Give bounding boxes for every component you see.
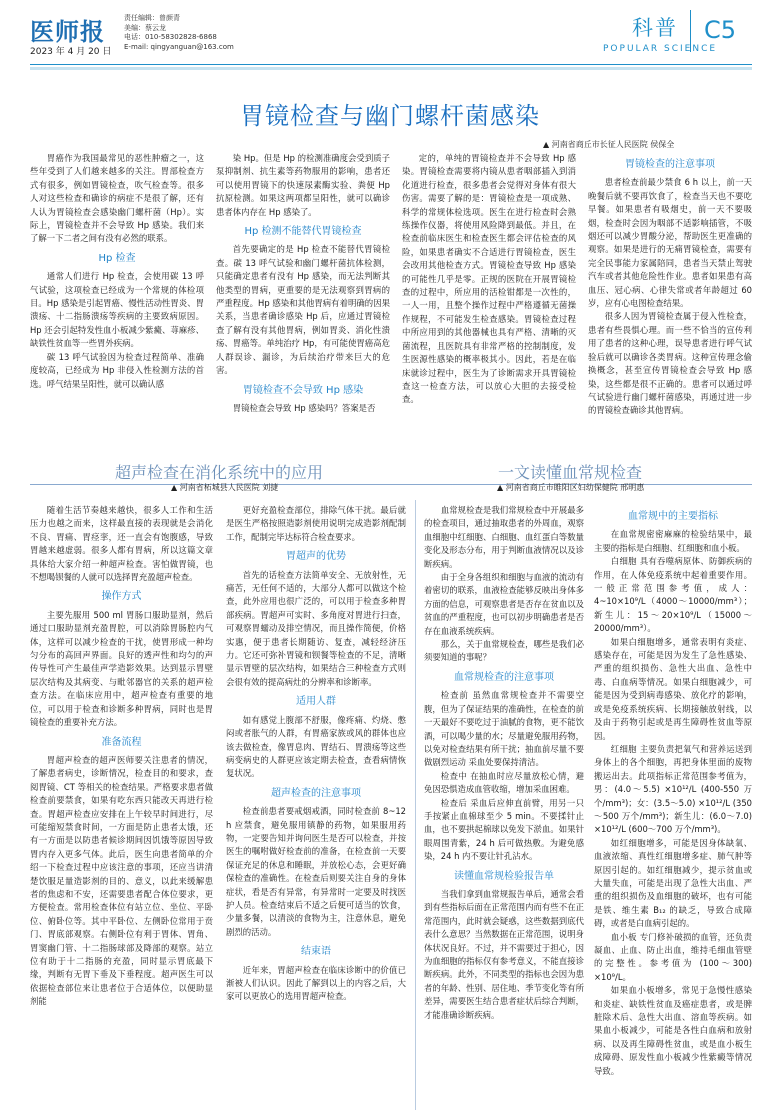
paragraph: 很多人因为胃镜检查属于侵入性检查，患者有些畏惧心理。而一些不恰当的宣传利用了患者的这种心理，误导患者进行呼气试验后就可以确诊各类胃病。这种宣传理念偷换概念，甚至宣传胃镜检查会导致 Hp 感染，这些都是很不正确的。患者可以通过呼气试验进行幽门螺杆菌感染，再通过进一步的胃镜检查确诊其他胃病。 xyxy=(588,311,752,416)
paragraph: 如果白细胞增多，通常表明有炎症、感染存在，可能是因为发生了急性感染、严重的组织损伤、急性大出血、急性中毒、白血病等情况。如果白细胞减少，可能是因为受到病毒感染、放化疗的影响，或是免疫系统疾病、长期接触放射线，以及由于药物引起或是再生障碍性贫血等原因。 xyxy=(594,636,752,741)
paragraph: 检查前 虽然血常规检查并不需要空腹，但为了保证结果的准确性，在检查的前一天最好不要吃过于油腻的食物，更不能饮酒，可以喝少量的水；尽量避免服用药物，以免对检查结果有所干扰；抽血前尽量不要做剧烈运动 采血处要保持清洁。 xyxy=(424,690,584,768)
paragraph: 红细胞 主要负责把氧气和营养运送到身体上的各个细胞，再把身体里面的废物搬运出去。此项指标正常范围参考值为，男：(4.0～5.5) ×10¹²/L (400-550 万个/mm³)；女：(3.5～5.0) ×10¹²/L (350～500 万个/mm³)；新生儿：(6.0～7.0) ×10¹²/L (600～700 万个/mm³)。 xyxy=(594,743,752,835)
paragraph: 主要先服用 500 ml 胃肠口服助显剂，然后通过口服助显剂充盈胃腔，可以消除胃肠腔内气体，这样可以减少检查的干扰，使胃形成一种均匀分布的高回声界面。良好的透声性和均匀的声传导性可产生最佳声学造影效果。达到显示胃壁层次结构及其病变、与毗邻器官的关系的超声检查方法。在临床应用中，超声检查有重要的地位，可以用于检查和诊断多种胃病，同时也是胃镜检查的重要补充方法。 xyxy=(30,609,213,728)
paragraph: 近年来，胃超声检查在临床诊断中的价值已渐被人们认识。因此了解到以上的内容之后，大家可以更放心的选用胃超声检查。 xyxy=(226,964,406,1002)
section-heading: Hp 检查 xyxy=(98,252,136,264)
article-title-ultrasound: 超声检查在消化系统中的应用 xyxy=(115,463,324,482)
paragraph: 胃超声检查的超声医师要关注患者的情况，了解患者病史，诊断情况，检查目的和要求，查阅胃镜、CT 等相关的检查结果。严格要求患者做检查前要禁食，如果有吃东西只能改天再进行检查。胃超声检查应安排在上午较早时间进行，尽可能缩短禁食时间，一方面是防止患者太饿，还有一方面是以防患者候诊期间因饥饿等原因导致胃内存入更多气体。此后，医生向患者简单的介绍一下检查过程中应该注意的事项，还应当讲清楚饮服足量造影剂的目的、意义，以此来缓解患者的焦虑和不安，还需要患者配合体位要求，更方便检查。常用检查体位有站立位、坐位、平卧位、俯卧位等。其中平卧位、左侧卧位常用于贲门、胃底部观察。右侧卧位有利于胃体、胃角、胃窦幽门管、十二指肠球部及降部的观察。站立位有助于十二指肠的充盈，同时显示胃底最下缘，判断有无胃下垂及下垂程度。超声医生可以依据检查部位来让患者位于合适体位，以便助显剂能 xyxy=(30,754,213,1007)
paragraph: 胃癌作为我国最常见的恶性肿瘤之一，这些年受到了人们越来越多的关注。胃部检查方式有很多，例如胃镜检查，吹气检查等。很多人对这些检查和确诊的病症不是很了解，还有人认为胃镜检查会感染幽门螺杆菌（Hp）。实际上，胃镜检查并不会导致 Hp 感染。我们来了解一下二者之间有没有必然的联系。 xyxy=(30,153,204,244)
article1-column-4 xyxy=(588,152,752,444)
paragraph: 首先的话检查方法简单安全、无放射性，无痛苦，无任何不适的，大部分人都可以做这个检查，此外应用也很广泛的，可以用于检查多种胃部疾病。胃超声可实时、多角度对胃进行扫查，可观察胃蠕动及排空情况，而且操作简便，价格实惠，便于患者长期随访、复查，减轻经济压力。它还可弥补胃镜和钡餐等检查的不足，清晰显示胃壁的层次结构，如果结合三种检查方式则会很有效的提高病灶的分辨率和诊断率。 xyxy=(226,569,406,687)
article1-column-2 xyxy=(216,152,390,444)
paragraph: 染 Hp。但是 Hp 的检测准确度会受到质子泵抑制剂、抗生素等药物服用的影响，患者还可以使用胃镜下的快速尿素酶实验、粪便 Hp 抗原检测。如果这两项都呈阳性，就可以确诊患者体内存在 Hp 感染了。 xyxy=(216,153,390,217)
section-heading: 读懂血常规检验报告单 xyxy=(454,870,554,882)
paragraph: 胃镜检查会导致 Hp 感染吗？答案是否 xyxy=(232,402,376,413)
paragraph: 首先要确定的是 Hp 检查不能替代胃镜检查。碳 13 呼气试验和幽门螺杆菌抗体检测，只能确定患者有没有 Hp 感染，而无法判断其他类型的胃病，更重要的是无法观察到胃病的严重程度。Hp 感染和其他胃病有着明确的因果关系，当患者确诊感染 Hp 后，应通过胃镜检查了解有没有其他胃病，例如胃炎、消化性溃疡、胃癌等。单纯治疗 Hp，有可能使胃癌高危人群误诊、漏诊，为后续治疗带来巨大的危害。 xyxy=(216,244,390,376)
paragraph: 血小板 专门修补破损的血管，还负责凝血、止血、防止出血，维持毛细血管壁的完整性。参考值为 (100～300) ×10⁹/L。 xyxy=(594,931,752,982)
article-title-gastroscopy: 胃镜检查与幽门螺杆菌感染 xyxy=(240,102,540,130)
section-heading: Hp 检测不能替代胃镜检查 xyxy=(244,226,362,238)
section-heading: 血常规检查的注意事项 xyxy=(454,671,554,683)
section-heading: 适用人群 xyxy=(296,696,336,708)
paragraph: 检查中 在抽血时应尽量放松心情，避免因恐惧造成血管收缩，增加采血困难。 xyxy=(424,770,584,795)
article-byline-ultrasound: ▲ 河南省柘城县人民医院 刘捷 xyxy=(171,483,279,492)
section-heading: 胃镜检查不会导致 Hp 感染 xyxy=(242,384,364,396)
editor-line: 责任编辑：曾颜青 xyxy=(124,14,180,22)
section-heading: 操作方式 xyxy=(101,591,142,603)
paragraph: 那么，关于血常规检查，哪些是我们必须要知道的事呢？ xyxy=(424,639,584,663)
header-rule xyxy=(30,64,752,65)
email-line: E-mail: qingyanguan@163.com xyxy=(124,42,234,51)
article-byline-blood-test: ▲ 河南省商丘市睢阳区妇幼保健院 邢明惠 xyxy=(497,483,645,492)
article3-column-2 xyxy=(594,504,752,1108)
paragraph: 患者检查前最少禁食 6 h 以上，前一天晚餐后就不要再饮食了，检查当天也不要吃早餐。如果患者有吸烟史，前一天不要吸烟，检查时会因为咽部不适影响插管，不吸烟还可以减少胃酸分泌，帮助医生更准确的观察。如果是进行的无痛胃镜检查，需要有完全民事能力家属陪同，患者当天禁止驾驶汽车或者其他危险性作业。患者如果患有高血压、冠心病、心律失常或者年龄超过 60 岁，应有心电图检查结果。 xyxy=(588,177,752,309)
artist-line: 美编：蔡云龙 xyxy=(124,23,166,32)
article-byline-gastroscopy: ▲ 河南省商丘市长征人民医院 侯保全 xyxy=(543,140,675,149)
paragraph: 血常规检查是我们常规检查中开展最多的检查项目，通过抽取患者的外周血，观察血细胞中红细胞、白细胞、血红蛋白等数量变化及形态分布，用于判断血液情况以及诊断疾病。 xyxy=(424,505,584,569)
article2-column-2 xyxy=(226,504,406,1108)
article-title-blood-test: 一文读懂血常规检查 xyxy=(498,463,643,482)
editor-info xyxy=(124,14,234,52)
paragraph: 白细胞 具有吞噬病原体、防御疾病的作用，在人体免疫系统中起着重要作用。一般正常范围参考值，成人：4~10×10⁹/L（4000～10000/mm³）；新生儿：15～20×10⁹/L（15000～20000/mm³）。 xyxy=(594,556,752,634)
paragraph: 更好充盈检查部位，排除气体干扰。最后就是医生严格按照造影剂使用说明完成造影剂配制工作，配制完毕达标符合检查要求。 xyxy=(226,505,406,542)
paragraph: 如有感觉上腹部不舒服，像疼痛、灼烧、憋闷或者胀气的人群，有胃癌家族或风的群体也应该去做检查，像胃息肉、胃结石、胃溃疡等这些病变病史的人群更应该定期去检查，查看病情恢复状况。 xyxy=(226,714,406,779)
phone-line: 电话：010-58302828-6868 xyxy=(124,33,217,41)
article2-column-1 xyxy=(30,504,213,1108)
paragraph: 如红细胞增多，可能是因身体缺氧、血液浓缩、真性红细胞增多症、肺气肿等原因引起的。如红细胞减少，提示贫血或大量失血，可能是出现了急性大出血、严重的组织损伤及血细胞的破坏，也有可能是铁、维生素 B₁₂ 的缺乏，导致合成障碍，或者是白血病引起的。 xyxy=(594,837,752,929)
section-subtitle: POPULAR SCIENCE xyxy=(603,44,718,54)
section-heading: 超声检查的注意事项 xyxy=(271,787,361,799)
paragraph: 当我们拿到血常规报告单后，通常会看到有些指标后面在正常范围内而有些不在正常范围内，此时就会疑惑，这些数据到底代表什么意思？当然数据在正常范围，说明身体状况良好。不过，并不需要过于担心，因为血细胞的指标仅有参考意义，不能直接诊断疾病。此外，不同类型的指标也会因为患者的年龄、性别、居住地、季节变化等有所差异，需要医生结合患者症状后综合判断，才能准确诊断疾病。 xyxy=(424,888,584,1020)
page-number: C5 xyxy=(704,16,737,44)
newspaper-logo: 医师报 xyxy=(30,17,105,46)
paragraph: 在血常规密密麻麻的检验结果中，最主要的指标是白细胞、红细胞和血小板。 xyxy=(594,529,752,553)
paragraph: 如果血小板增多，常见于急慢性感染和炎症、缺铁性贫血及癌症患者，或是脾脏除术后、急性大出血、溶血等疾病。如果血小板减少，可能是各性白血病和放射病、以及再生障碍性贫血，或是血小板生成障碍、原发性血小板减少性紫癜等情况导致。 xyxy=(594,985,752,1076)
section-heading: 胃镜检查的注意事项 xyxy=(625,159,715,170)
section-heading: 胃超声的优势 xyxy=(286,551,346,563)
paragraph: 随着生活节奏越来越快，很多人工作和生活压力也越之而来，这样最直接的表现就是会消化不良、胃痛、胃痉挛，还一直会有饱腹感，导致胃越来越虚弱。很多人都有胃病，所以这篇文章具体给大家介绍一种超声检查。害怕做胃镜，也不想喝钡餐的人就可以选择胃充盈超声检查。 xyxy=(30,505,213,583)
section-title: 科普 xyxy=(632,16,678,40)
paragraph: 碳 13 呼气试验因为检查过程简单、准确度较高，已经成为 Hp 非侵入性检测方法的首选。呼气结果呈阳性，就可以确认感 xyxy=(30,351,204,389)
section-heading: 血常规中的主要指标 xyxy=(628,511,718,522)
article3-column-1 xyxy=(424,504,584,1108)
header-rule-shadow xyxy=(30,67,752,70)
paragraph: 由于全身各组织和细胞与血液的流动有着密切的联系，血液检查能够反映出身体多方面的信息，可观察患者是否存在贫血以及贫血的严重程度，也可以初步明确患者是否存在血液系统疾病。 xyxy=(424,572,584,636)
article1-column-3 xyxy=(402,152,576,444)
article1-column-1 xyxy=(30,152,204,444)
paragraph: 通常人们进行 Hp 检查，会使用碳 13 呼气试验，这项检查已经成为一个常规的体检项目。Hp 感染是引起胃癌、慢性活动性胃炎、胃溃疡、十二指肠溃疡等疾病的主要致病原因。Hp 还会引起特发性血小板减少紫癜、荨麻疹、缺铁性贫血等一些胃外疾病。 xyxy=(30,271,204,349)
column-divider xyxy=(415,500,416,1110)
paragraph: 检查后 采血后应伸直前臂，用另一只手按紧止血棉球至少 5 min。不要揉针止血，也不要拱起棉球以免发下淤血。如果针眼周围青紫，24 h 后可做热敷。为避免感染，24 h 内不要让针孔沾水。 xyxy=(424,797,584,862)
paragraph: 定的，单纯的胃镜检查并不会导致 Hp 感染。胃镜检查需要将内镜从患者咽部插入到消化道进行检查，很多患者会觉得对身体有很大伤害。需要了解的是：胃镜检查是一项成熟、科学的常规体检选项。医生在进行检查时会熟练操作仪器，将使用风险降到最低。并且，在检查前临床医生和检查医生都会评估检查的风险，如果患者确实不合适进行胃镜检查，医生会改用其他检查方式。胃镜检查导致 Hp 感染的可能性几乎是零。正规的医院在开展胃镜检查的过程中，所应用的活检钳都是一次性的，一人一用，且整个操作过程中严格遵循无菌操作规程，不可能发生检查感染。胃镜检查过程中所应用到的其他器械也具有严格、清晰的灭菌流程，且医院具有非常严格的控制制度，发生医源性感染的概率极其小。因此，若是在临床就诊过程中，医生为了诊断需求开具胃镜检查这一检查方法，可以放心大胆的去接受检查。 xyxy=(402,153,576,405)
section-heading: 准备流程 xyxy=(101,736,142,748)
section-heading: 结束语 xyxy=(301,946,331,958)
issue-date: 2023 年 4 月 20 日 xyxy=(30,47,112,57)
paragraph: 检查前患者要戒烟戒酒，同时检查前 8~12 h 应禁食，避免服用镇静的药物，如果服用药物，一定要告知并询问医生是否可以检查，并按医生的嘱咐做好检查前的准备，在检查前一天要保证充足的休息和睡眠，并放松心态，会更好确保检查的准确性。在检查后则要关注自身的身体症状，看是否有异常，有异常时一定要及时找医护人员。检查结束后不适之后便可适当的饮食，少量多餐，以清淡的食物为主，注意休息，避免剧烈的活动。 xyxy=(226,806,406,937)
